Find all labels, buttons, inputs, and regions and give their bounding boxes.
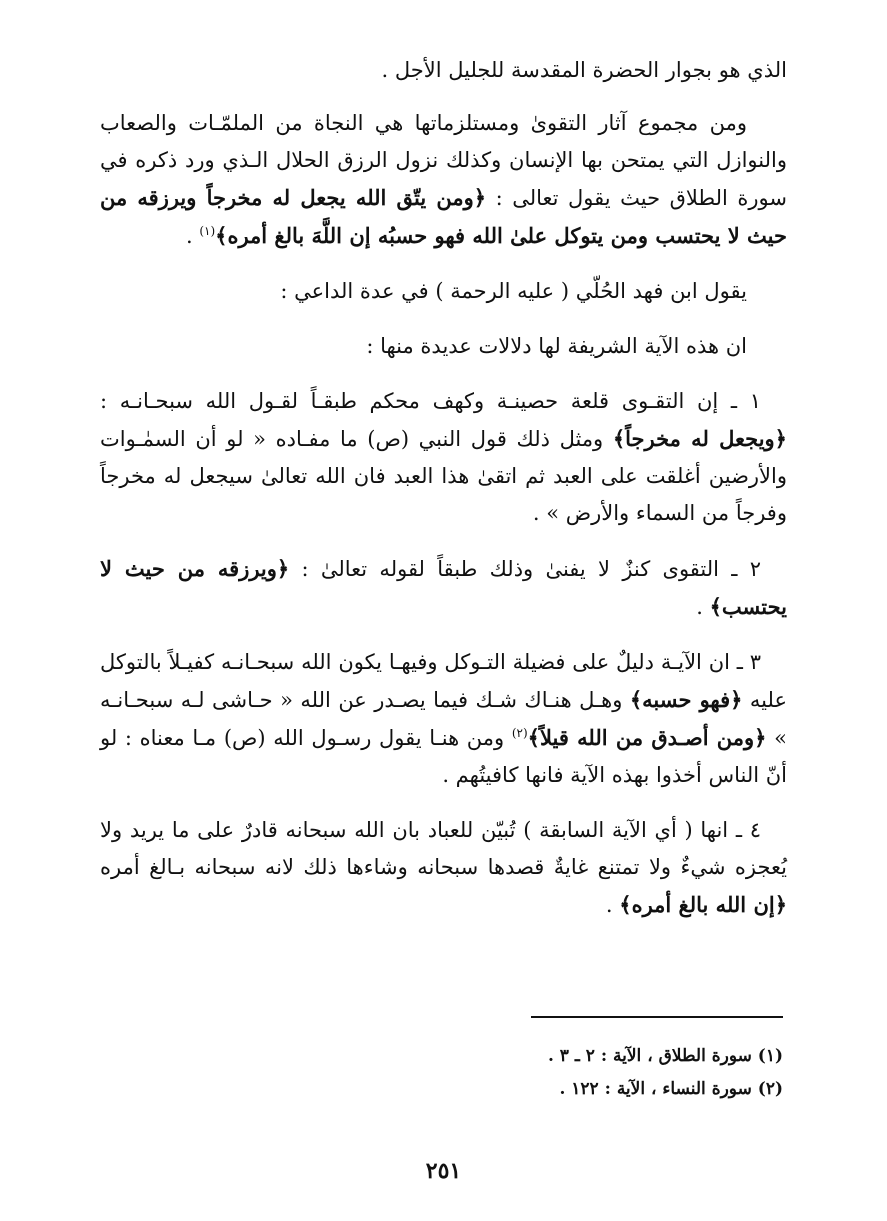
quran-verse-talaq: ﴿ومن يتّق الله يجعل له مخرجاً ويرزقه من حيث لا يحتسب ومن يتوكل علىٰ الله فهو حسبُه إن اللَّهَ بالغ أمره﴾ xyxy=(100,185,787,248)
list-item-text: ٤ ـ انها ( أي الآية السابقة ) تُبيّن للعباد بان الله سبحانه قادرٌ على ما يريد ولا يُعجزه شيءٌ ولا تمتنع غايةٌ قصدها سبحانه وشاءها ذلك لانه سبحانه بـالغ أمره xyxy=(100,818,787,879)
quran-verse-hasbuh: ﴿فهو حسبه﴾ xyxy=(629,687,743,712)
footnote-1: (١) سورة الطلاق ، الآية : ٢ ـ ٣ . xyxy=(547,1046,783,1066)
footnote-2: (٢) سورة النساء ، الآية : ١٢٢ . xyxy=(559,1079,783,1099)
footnote-divider xyxy=(531,1016,783,1018)
footnote-ref-1: (١) xyxy=(199,224,216,238)
list-item-text: ٣ ـ ان الآيـة دليلٌ على فضيلة التـوكل وفيهـا يكون الله سبحـانـه كفيـلاً بالتوكل عليه xyxy=(100,650,787,712)
list-item-tail: ومثل ذلك قول النبي (ص) ما مفـاده « لو أن السمٰـوات والأرضين أغلقت على العبد ثم اتقىٰ هذا العبد فان الله تعالىٰ سيجعل له مخرجاً وفرجاً من السماء والأرض » . xyxy=(100,427,787,525)
paragraph-ibn-fahd: يقول ابن فهد الحُلّي ( عليه الرحمة ) في عدة الداعي : xyxy=(280,279,747,303)
paragraph-tail: . xyxy=(185,224,200,248)
paragraph-text: ومن مجموع آثار التقوىٰ ومستلزماتها هي النجاة من الملمّـات والصعاب والنوازل التي يمتحن بها الإنسان وكذلك نزول الرزق الحلال الـذي ورد ذكره في سورة الطلاق حيث يقول تعالى : xyxy=(100,111,788,210)
paragraph-indications: ان هذه الآية الشريفة لها دلالات عديدة منها : xyxy=(366,334,747,358)
list-item-mid: وهـل هنـاك شـك فيما يصـدر عن الله « حـاشى لـه سبحـانـه » xyxy=(100,688,787,750)
quran-verse-rizq: ﴿ويرزقه من حيث لا يحتسب﴾ xyxy=(100,556,787,619)
paragraph-taqwa-effects xyxy=(100,105,787,255)
list-item-1 xyxy=(100,383,787,532)
list-item-text: ١ ـ إن التقـوى قلعة حصينـة وكهف محكم طبقـاً لقـول الله سبحـانـه : xyxy=(100,389,761,413)
list-item-text: ٢ ـ التقوى كنزٌ لا يفنىٰ وذلك طبقاً لقوله تعالىٰ : xyxy=(289,557,761,581)
list-item-tail: ومن هنـا يقول رسـول الله (ص) مـا معناه : لو أنّ الناس أخذوا بهذه الآية فانها كافيتُهم . xyxy=(100,726,787,787)
quran-verse-makhraj: ﴿ويجعل له مخرجاً﴾ xyxy=(612,426,787,451)
page-body xyxy=(100,52,787,942)
list-item-4 xyxy=(100,812,787,924)
list-item-3 xyxy=(100,644,787,794)
footnote-ref-2: (٢) xyxy=(511,726,528,740)
footnotes xyxy=(548,1040,783,1106)
quran-verse-qila: ﴿ومن أصـدق من الله قيلاً﴾ xyxy=(527,725,767,750)
list-item-2 xyxy=(100,550,787,626)
list-item-tail: . xyxy=(696,595,710,619)
continuation-line: الذي هو بجوار الحضرة المقدسة للجليل الأجل . xyxy=(381,58,787,82)
list-item-tail: . xyxy=(605,893,620,917)
page-number: ٢٥١ xyxy=(425,1158,462,1184)
quran-verse-baligh: ﴿إن الله بالغ أمره﴾ xyxy=(619,892,787,917)
